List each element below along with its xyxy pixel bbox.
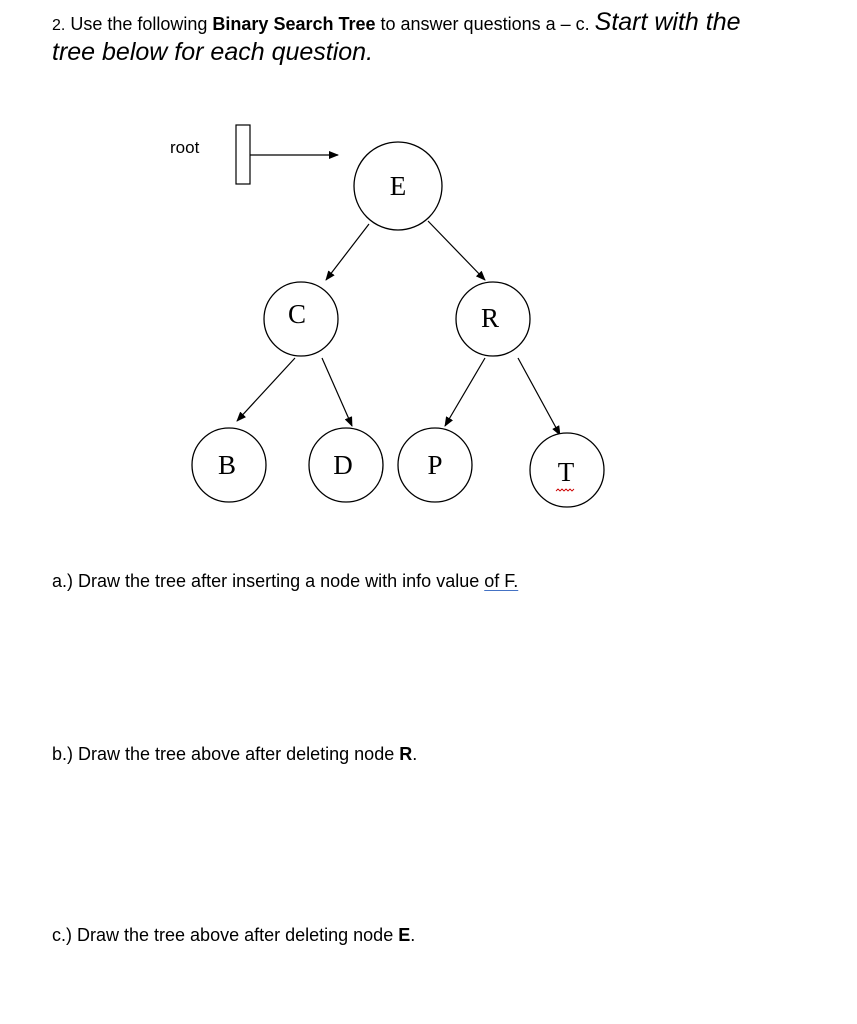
question-b-text: b.) Draw the tree above after deleting node — [52, 744, 400, 764]
tree-node-R — [456, 282, 530, 356]
question-c — [52, 925, 415, 946]
edge-C-D — [322, 358, 352, 426]
question-italic-start: Start with the — [594, 8, 741, 36]
question-c-text: c.) Draw the tree above after deleting node — [52, 925, 399, 945]
question-c-suffix: . — [410, 925, 416, 945]
tree-node-D — [309, 428, 383, 502]
question-italic-line2: tree below for each question. — [52, 38, 374, 66]
root-label: root — [170, 138, 200, 157]
question-b-node: R — [399, 744, 413, 764]
tree-node-C — [264, 282, 338, 356]
tree-node-B — [192, 428, 266, 502]
tree-node-label: P — [427, 450, 443, 480]
edge-E-C — [326, 224, 369, 280]
tree-node-label: C — [287, 299, 307, 329]
tree-node-label: R — [480, 303, 500, 333]
edge-C-B — [237, 358, 295, 421]
tree-node-T — [530, 433, 604, 507]
question-c-node: E — [398, 925, 411, 945]
edge-R-T — [518, 358, 560, 435]
question-after-bold: to answer questions a – c. — [375, 14, 595, 34]
tree-node-label: E — [389, 171, 407, 201]
question-intro: Use the following — [65, 14, 213, 34]
question-b — [52, 744, 417, 765]
tree-node-label: T — [557, 457, 575, 487]
question-number: 2. — [52, 17, 66, 34]
question-a-text: a.) Draw the tree after inserting a node with info value — [52, 571, 485, 591]
tree-node-P — [398, 428, 472, 502]
root-pointer-box — [236, 125, 250, 184]
question-a — [52, 571, 518, 592]
question-a-underlined: of F. — [484, 571, 519, 591]
edge-R-P — [445, 358, 485, 426]
tree-node-E — [354, 142, 442, 230]
question-b-suffix: . — [412, 744, 418, 764]
tree-node-label: D — [333, 450, 353, 480]
tree-node-label: B — [217, 450, 237, 480]
question-bold-term: Binary Search Tree — [212, 14, 376, 34]
edge-E-R — [428, 221, 485, 280]
